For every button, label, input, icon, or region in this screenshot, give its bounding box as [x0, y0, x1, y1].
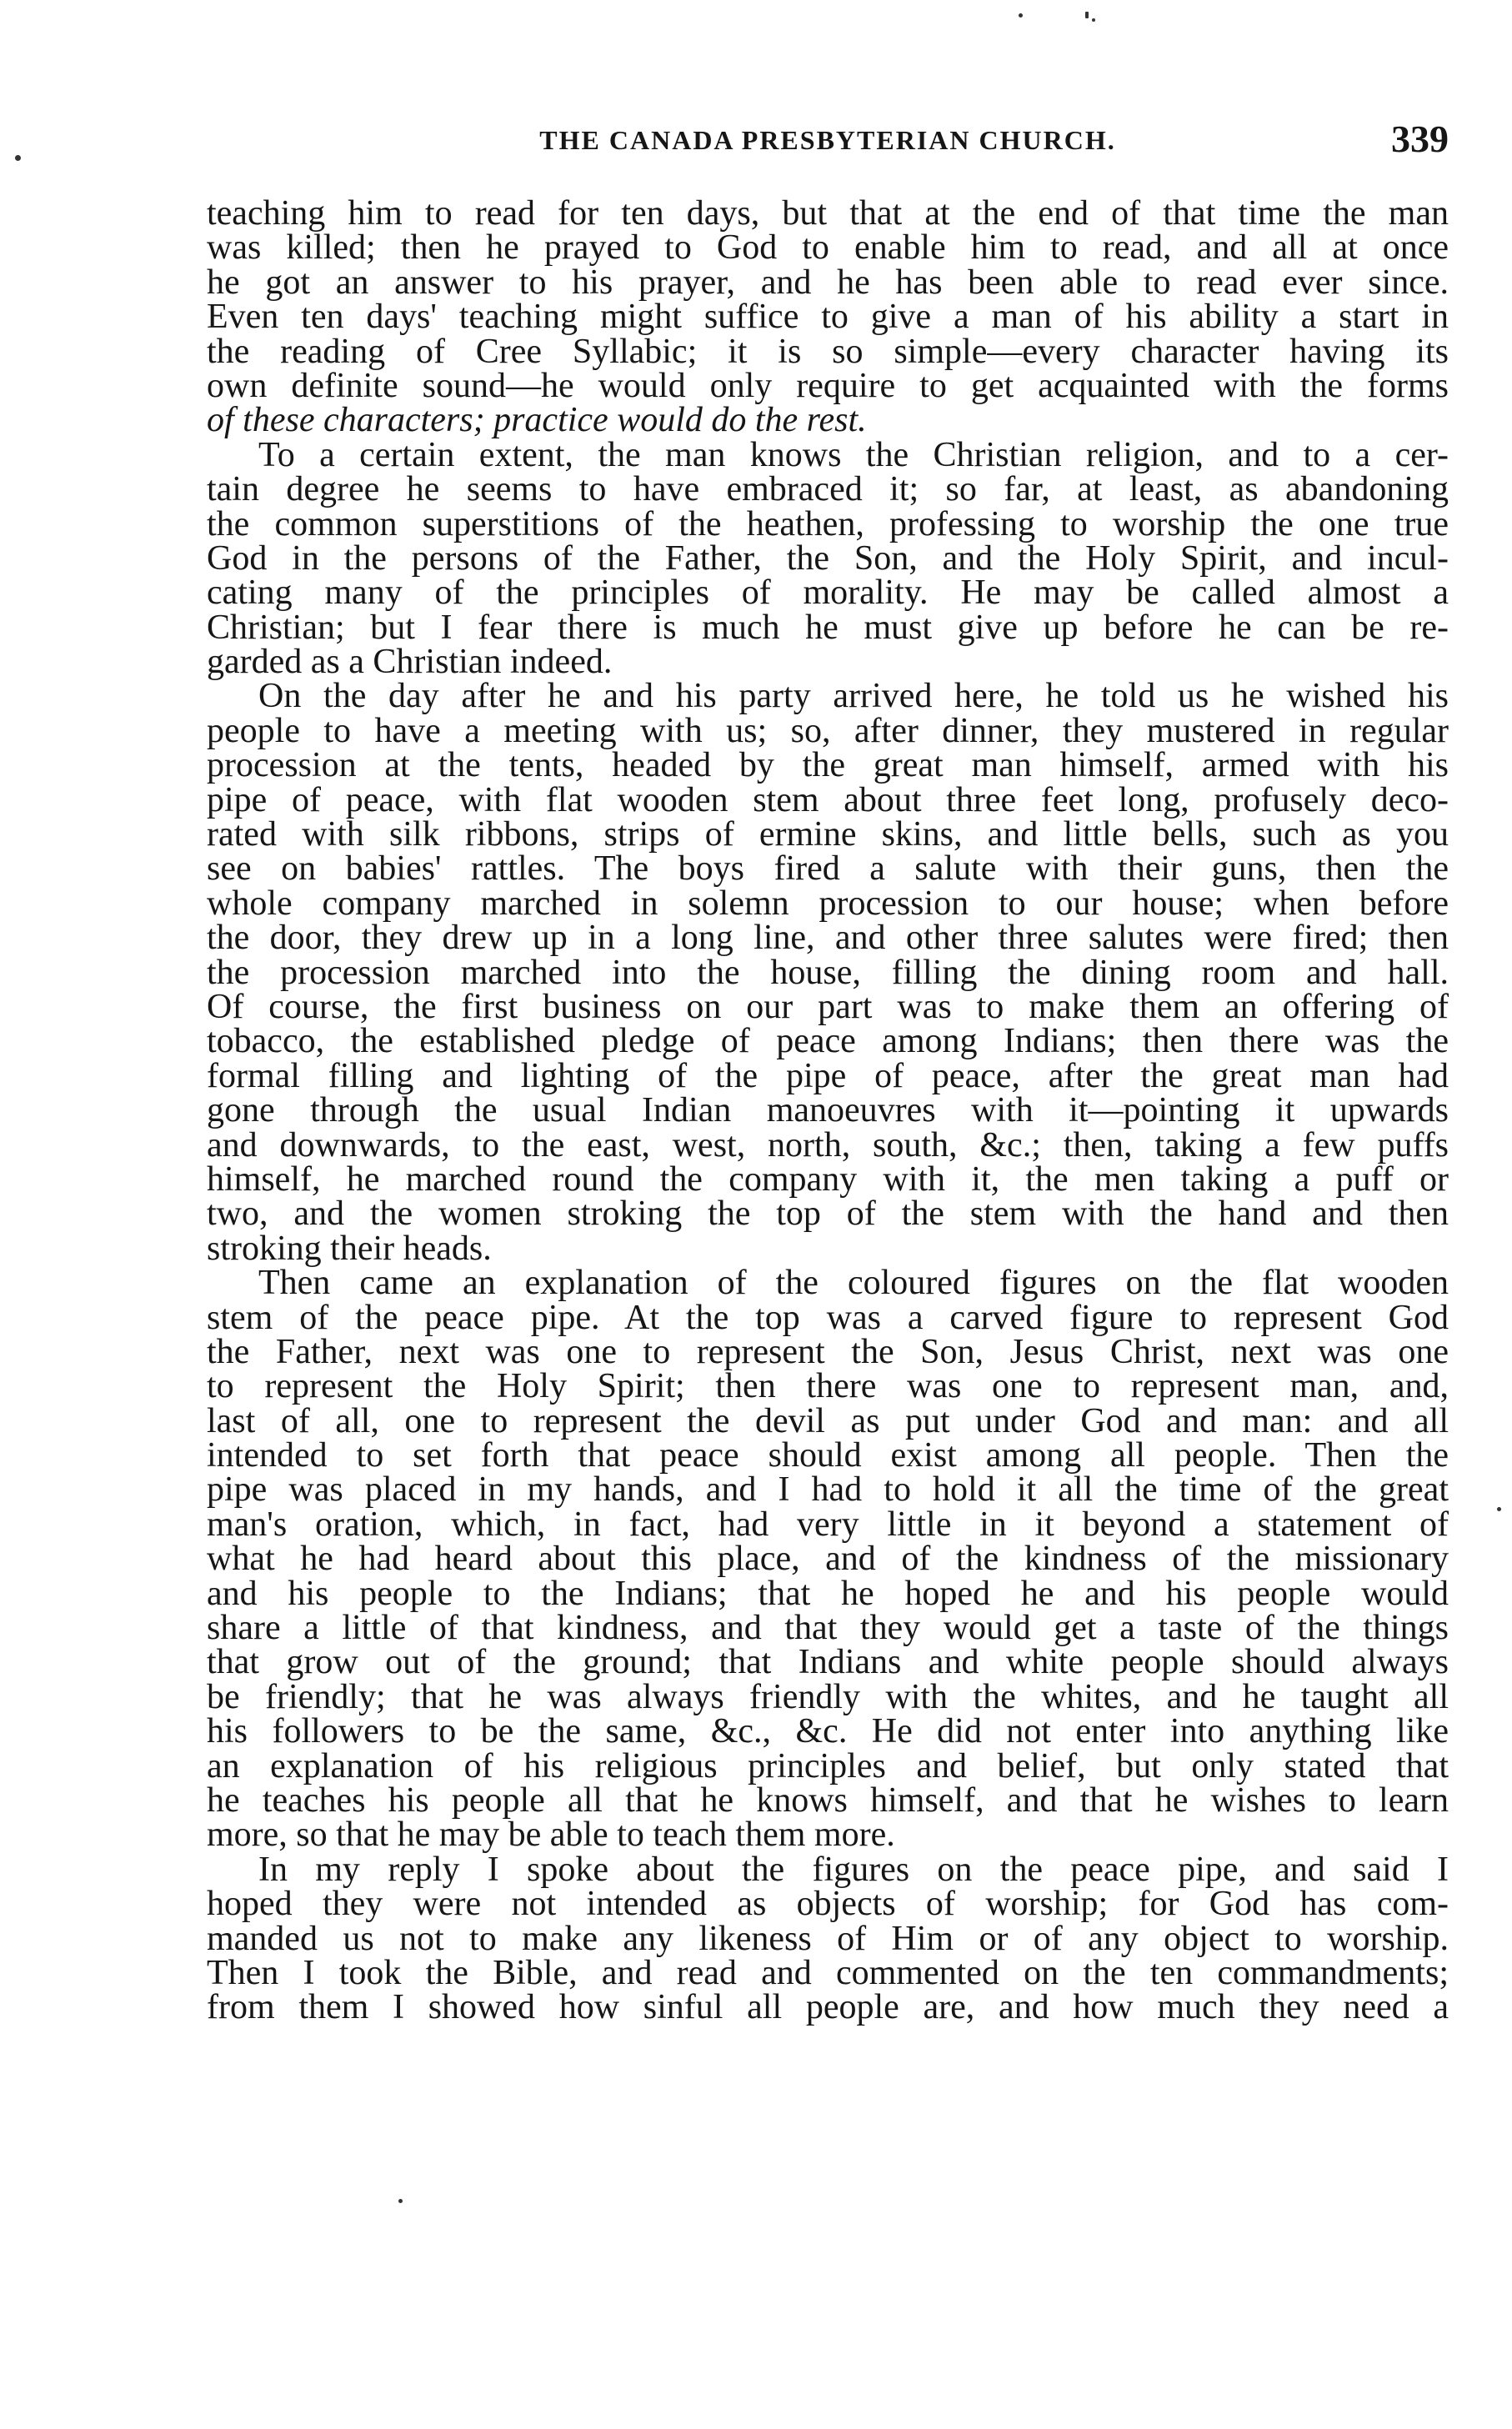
text-line: was killed; then he prayed to God to enable him to read, and all at once: [207, 228, 1449, 268]
text-line: he teaches his people all that he knows himself, and that he wishes to learn: [207, 1780, 1449, 1820]
text-line: formal filling and lighting of the pipe of peace, after the great man had: [207, 1056, 1449, 1095]
body-text: [207, 194, 1449, 2027]
text-line: the procession marched into the house, filling the dining room and hall.: [207, 953, 1449, 992]
text-line: the Father, next was one to represent the Son, Jesus Christ, next was one: [207, 1332, 1449, 1371]
text-line: own definite sound—he would only require to get acquainted with the forms: [207, 366, 1449, 405]
text-line: cating many of the principles of morality. He may be called almost a: [207, 573, 1449, 613]
text-line: Of course, the first business on our part was to make them an offering of: [207, 987, 1449, 1026]
text-line: more, so that he may be able to teach them more.: [207, 1815, 895, 1855]
scan-speck: [15, 155, 21, 161]
text-line: be friendly; that he was always friendly with the whites, and he taught all: [207, 1677, 1449, 1716]
text-line: pipe of peace, with flat wooden stem about three feet long, profusely deco-: [207, 780, 1449, 819]
text-line: Then I took the Bible, and read and commented on the ten commandments;: [207, 1953, 1449, 1992]
scan-speck: [1085, 12, 1089, 18]
text-line: manded us not to make any likeness of Him or of any object to worship.: [207, 1919, 1449, 1958]
text-line: To a certain extent, the man knows the Christian religion, and to a cer-: [258, 435, 1449, 474]
text-line: the door, they drew up in a long line, and other three salutes were fired; then: [207, 919, 1449, 958]
scan-speck: [1019, 13, 1023, 18]
text-line: from them I showed how sinful all people are, and how much they need a: [207, 1988, 1449, 2027]
text-line: last of all, one to represent the devil as put under God and man: and all: [207, 1401, 1449, 1440]
text-line: of these characters; practice would do the rest.: [207, 401, 867, 440]
text-line: intended to set forth that peace should exist among all people. Then the: [207, 1436, 1449, 1475]
text-line: hoped they were not intended as objects of worship; for God has com-: [207, 1885, 1449, 1924]
text-line: rated with silk ribbons, strips of ermine skins, and little bells, such as you: [207, 815, 1449, 854]
text-line: and downwards, to the east, west, north, south, &c.; then, taking a few puffs: [207, 1125, 1449, 1164]
text-line: man's oration, which, in fact, had very little in it beyond a statement of: [207, 1505, 1449, 1544]
scan-speck: [1497, 1507, 1501, 1511]
text-line: and his people to the Indians; that he hoped he and his people would: [207, 1574, 1449, 1613]
page-number: 339: [1391, 118, 1449, 160]
text-line: share a little of that kindness, and that they would get a taste of the things: [207, 1609, 1449, 1648]
text-line: to represent the Holy Spirit; then there was one to represent man, and,: [207, 1367, 1449, 1406]
page-header: [207, 117, 1449, 167]
text-line: stem of the peace pipe. At the top was a carved figure to represent God: [207, 1298, 1449, 1337]
text-line: two, and the women stroking the top of the stem with the hand and then: [207, 1194, 1449, 1234]
running-title: THE CANADA PRESBYTERIAN CHURCH.: [539, 125, 1116, 155]
text-line: In my reply I spoke about the figures on the peace pipe, and said I: [258, 1850, 1449, 1889]
text-line: himself, he marched round the company with it, the men taking a puff or: [207, 1159, 1449, 1199]
text-line: pipe was placed in my hands, and I had to hold it all the time of the great: [207, 1470, 1449, 1510]
text-line: the reading of Cree Syllabic; it is so simple—every character having its: [207, 332, 1449, 371]
text-line: stroking their heads.: [207, 1229, 492, 1268]
text-line: that grow out of the ground; that Indians and white people should always: [207, 1643, 1449, 1682]
text-line: On the day after he and his party arrived here, he told us he wished his: [258, 677, 1449, 716]
text-line: garded as a Christian indeed.: [207, 643, 613, 682]
text-line: God in the persons of the Father, the Son, and the Holy Spirit, and incul-: [207, 538, 1449, 578]
text-line: people to have a meeting with us; so, after dinner, they mustered in regular: [207, 711, 1449, 750]
text-line: Christian; but I fear there is much he must give up before he can be re-: [207, 608, 1449, 647]
text-line: the common superstitions of the heathen, professing to worship the one true: [207, 504, 1449, 543]
text-line: teaching him to read for ten days, but that at the end of that time the man: [207, 194, 1449, 233]
text-line: whole company marched in solemn procession to our house; when before: [207, 884, 1449, 923]
text-line: Then came an explanation of the coloured figures on the flat wooden: [258, 1264, 1449, 1303]
text-line: tobacco, the established pledge of peace among Indians; then there was the: [207, 1022, 1449, 1061]
text-line: procession at the tents, headed by the great man himself, armed with his: [207, 746, 1449, 785]
text-line: Even ten days' teaching might suffice to give a man of his ability a start in: [207, 298, 1449, 337]
text-line: what he had heard about this place, and of the kindness of the missionary: [207, 1540, 1449, 1579]
text-line: he got an answer to his prayer, and he has been able to read ever since.: [207, 263, 1449, 302]
text-line: tain degree he seems to have embraced it; so far, at least, as abandoning: [207, 470, 1449, 509]
text-line: gone through the usual Indian manoeuvres with it—pointing it upwards: [207, 1091, 1449, 1130]
scan-speck: [1092, 18, 1095, 22]
text-line: see on babies' rattles. The boys fired a salute with their guns, then the: [207, 849, 1449, 889]
text-line: an explanation of his religious principles and belief, but only stated that: [207, 1746, 1449, 1785]
scan-speck: [398, 2199, 403, 2203]
text-line: his followers to be the same, &c., &c. He did not enter into anything like: [207, 1712, 1449, 1751]
